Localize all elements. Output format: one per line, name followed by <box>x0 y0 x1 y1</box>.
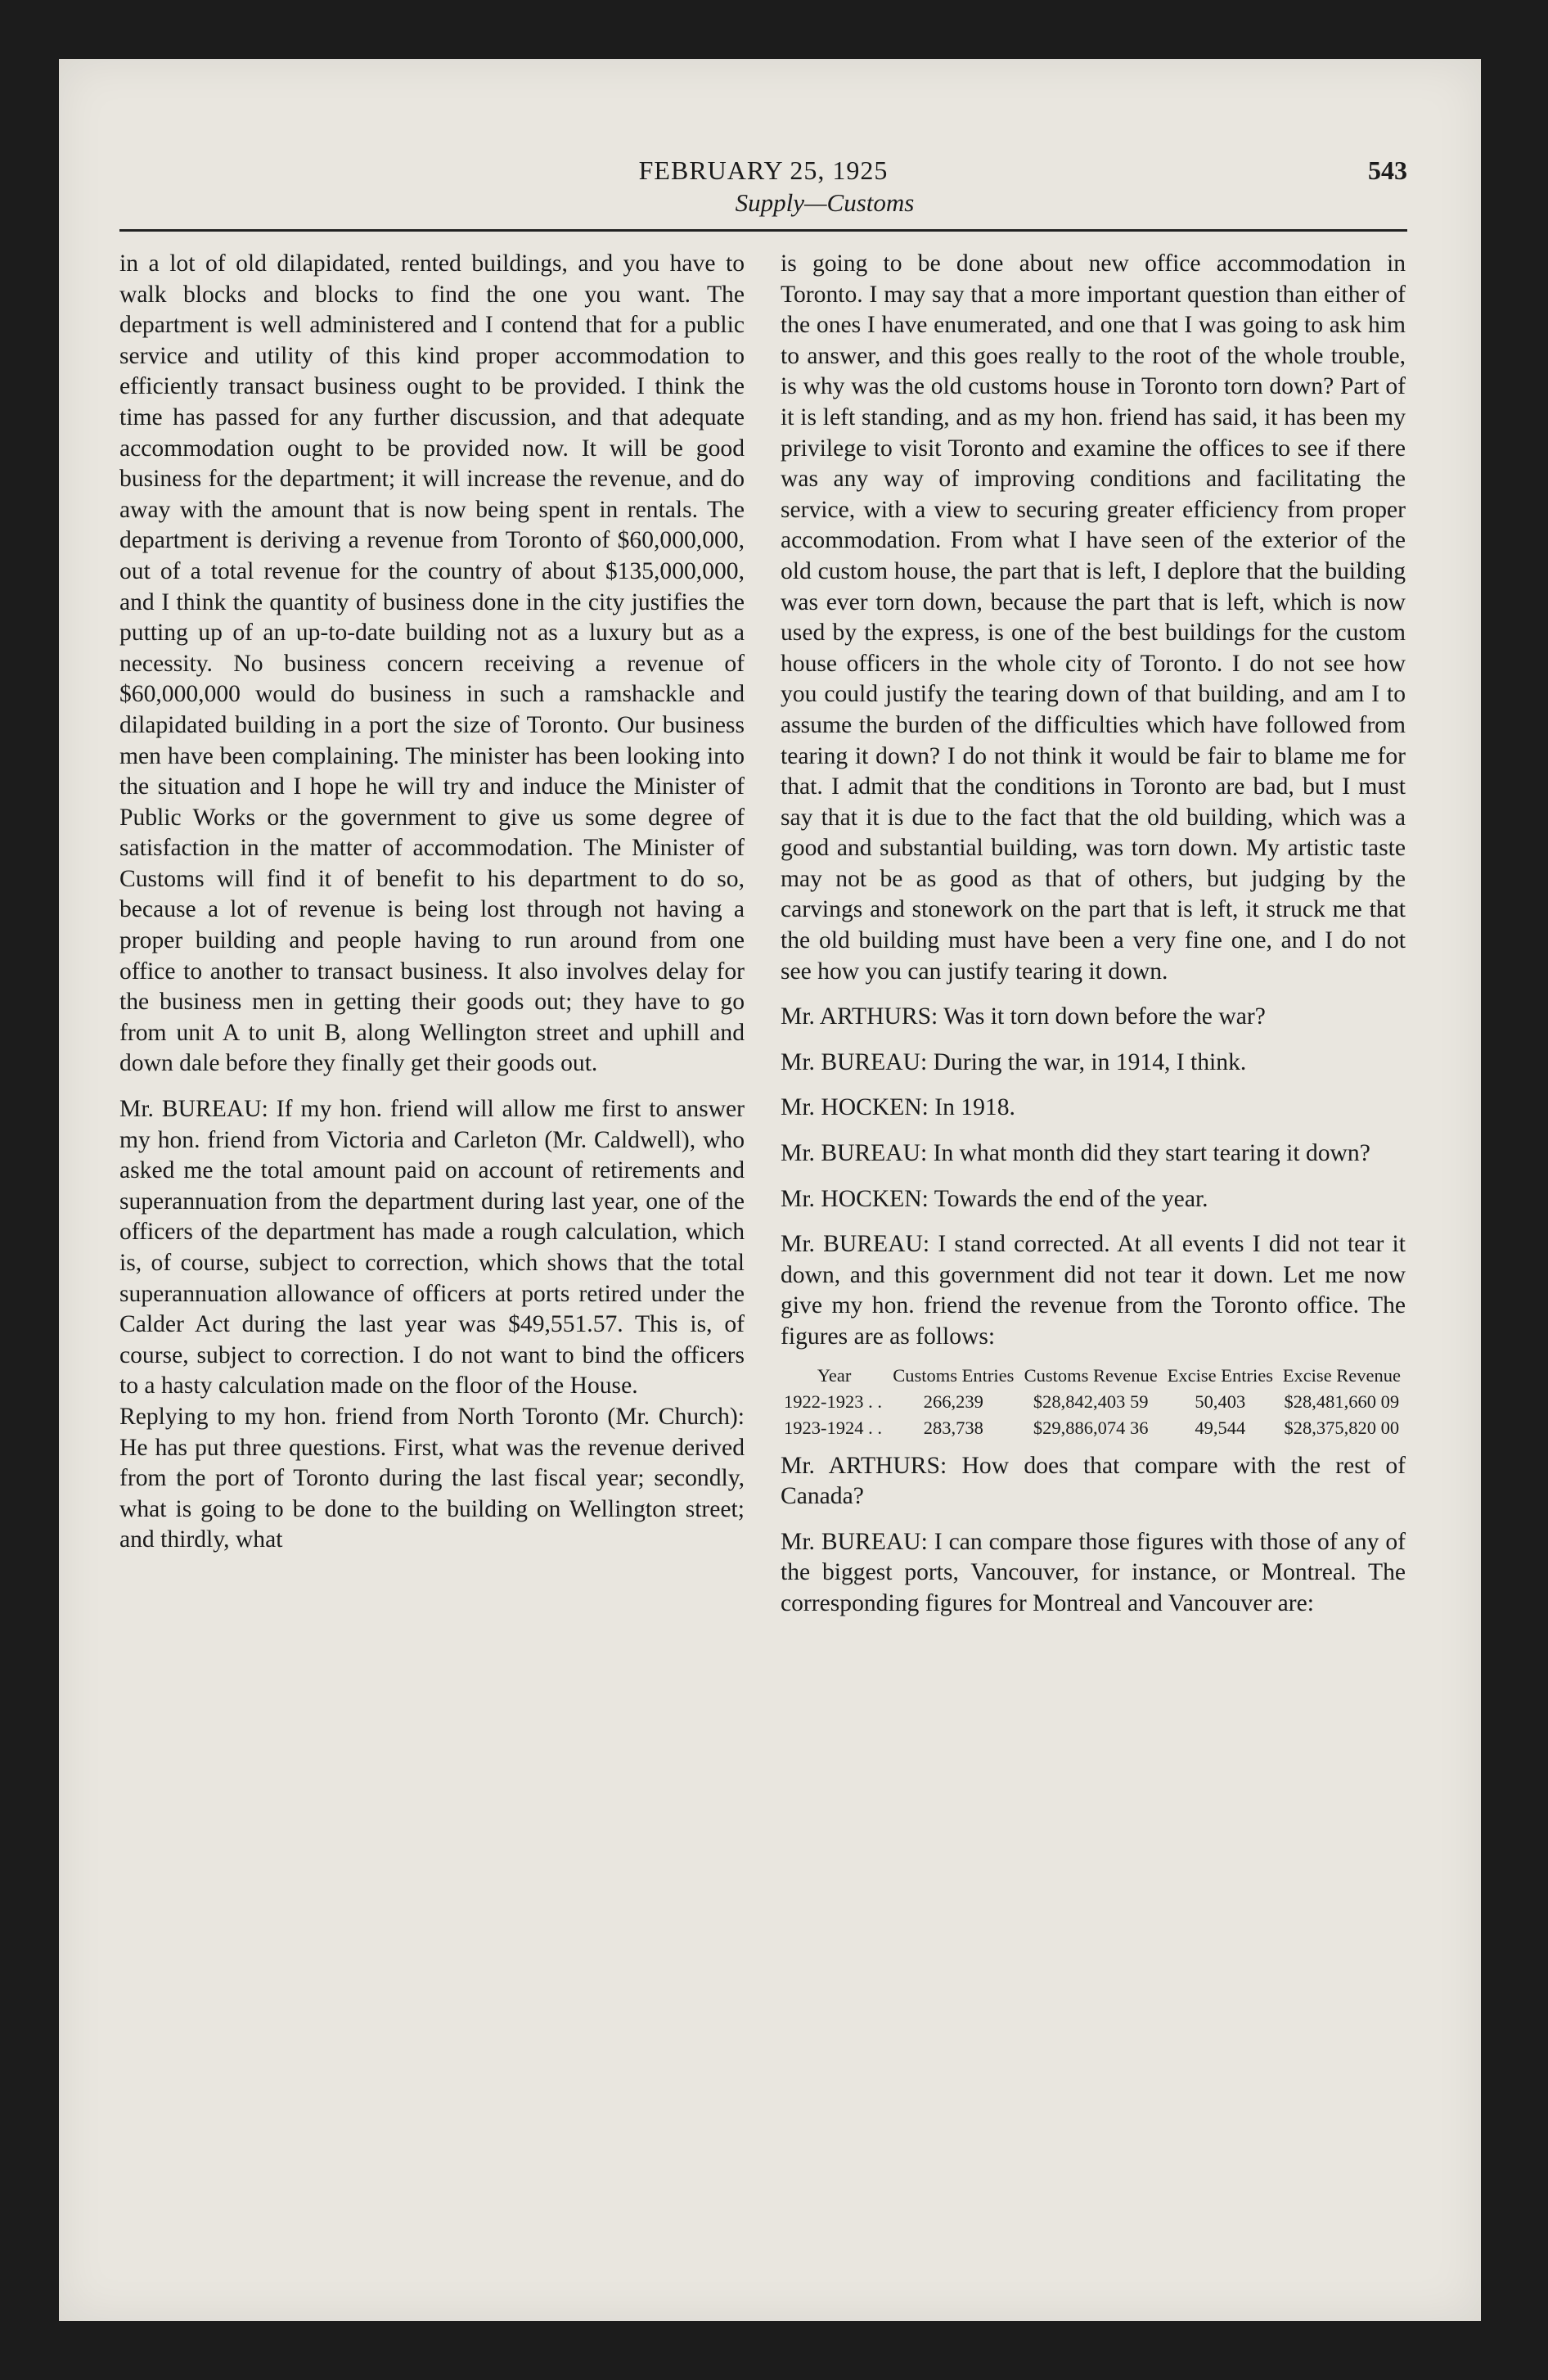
table-cell: 1922-1923 . . <box>784 1391 882 1412</box>
column-header: Year <box>817 1364 852 1386</box>
table-cell: 49,544 <box>1195 1417 1246 1438</box>
paragraph: Mr. HOCKEN: In 1918. <box>781 1094 1015 1121</box>
column-header: Excise Entries <box>1167 1364 1273 1386</box>
table-cell: 266,239 <box>923 1391 983 1412</box>
table-cell: 50,403 <box>1195 1391 1246 1412</box>
paragraph: Mr. BUREAU: During the war, in 1914, I think. <box>781 1048 1247 1075</box>
table-header-row <box>781 1364 1406 1387</box>
right-column <box>781 249 1406 1620</box>
page-date: FEBRUARY 25, 1925 <box>638 156 889 185</box>
page-number: 543 <box>1368 156 1407 185</box>
paragraph: is going to be done about new office accommodation in Toronto. I may say that a more important question than either of the ones I have enumerated, and one that I was going to ask him to answer, and this goes really to the root of the whole trouble, is why was the old customs house in Toronto torn down? Part of it is left standing, and as my hon. friend has said, it has been my privilege to visit Toronto and examine the offices to see if there was any way of improving conditions and facilitating the service, with a view to securing greater efficiency from proper accommodation. From what I have seen of the exterior of the old custom house, the part that is left, I deplore that the building was ever torn down, because the part that is left, which is now used by the express, is one of the best buildings for the custom house officers in the whole city of Toronto. I do not see how you could justify the tearing down of that building, and am I to assume the burden of the difficulties which have followed from tearing it down? I do not think it would be fair to blame me for that. I admit that the conditions in Toronto are bad, but I must say that it is due to the fact that the old building, which was a good and substantial building, was torn down. My artistic taste may not be as good as that of others, but judging by the carvings and stonework on the part that is left, it struck me that the old building must have been a very fine one, and I do not see how you can justify tearing it down. <box>781 250 1406 985</box>
paragraph: Mr. ARTHURS: How does that compare with the rest of Canada? <box>781 1452 1406 1510</box>
column-header: Customs Entries <box>893 1364 1015 1386</box>
paragraph: Mr. ARTHURS: Was it torn down before the war? <box>781 1003 1266 1030</box>
paragraph: Mr. BUREAU: I stand corrected. At all events I did not tear it down, and this government did not tear it down. Let me now give my hon. friend the revenue from the Toronto office. The figures are as follows: <box>781 1231 1406 1350</box>
table-cell: $28,842,403 59 <box>1033 1391 1149 1412</box>
column-header: Excise Revenue <box>1282 1364 1402 1386</box>
table-cell: $28,481,660 09 <box>1284 1391 1400 1412</box>
paragraph: Mr. BUREAU: In what month did they start tearing it down? <box>781 1140 1370 1167</box>
table-row <box>781 1413 1406 1440</box>
table-cell: 283,738 <box>923 1417 983 1438</box>
paragraph: Mr. BUREAU: If my hon. friend will allow me first to answer my hon. friend from Victoria and Carleton (Mr. Caldwell), who asked me the total amount paid on account of retirements and superannuation from the department during last year, one of the officers of the department has made a rough calculation, which is, of course, subject to correction, which shows that the total superannuation allowance of officers at ports retired under the Calder Act during the last year was $49,551.57. This is, of course, subject to correction. I do not want to bind the officers to a hasty calculation made on the floor of the House. <box>119 1096 745 1400</box>
table-cell: $28,375,820 00 <box>1284 1417 1400 1438</box>
page-header <box>119 156 1407 232</box>
left-column <box>119 249 745 1556</box>
column-header: Customs Revenue <box>1024 1364 1158 1386</box>
revenue-table <box>781 1364 1406 1440</box>
table-row <box>781 1387 1406 1413</box>
running-title: Supply—Customs <box>735 188 915 217</box>
paragraph: Mr. HOCKEN: Towards the end of the year. <box>781 1185 1208 1212</box>
table-cell: 1923-1924 . . <box>784 1417 882 1438</box>
paragraph: in a lot of old dilapidated, rented buildings, and you have to walk blocks and blocks to find the one you want. The department is well administered and I contend that for a public service and utility of this kind proper accommodation to efficiently transact business ought to be provided. I think the time has passed for any further discussion, and that adequate accommodation ought to be provided now. It will be good business for the department; it will increase the revenue, and do away with the amount that is now being spent in rentals. The department is deriving a revenue from Toronto of $60,000,000, out of a total revenue for the country of about $135,000,000, and I think the quantity of business done in the city justifies the putting up of an up-to-date building not as a luxury but as a necessity. No business concern receiving a revenue of $60,000,000 would do business in such a ramshackle and dilapidated building in a port the size of Toronto. Our business men have been complaining. The minister has been looking into the situation and I hope he will try and induce the Minister of Public Works or the government to give us some degree of satisfaction in the matter of accommodation. The Minister of Customs will find it of benefit to his department to do so, because a lot of revenue is being lost through not having a proper building and people having to run around from one office to another to transact business. It also involves delay for the business men in getting their goods out; they have to go from unit A to unit B, along Wellington street and uphill and down dale before they finally get their goods out. <box>119 250 745 1077</box>
document-page <box>59 59 1481 2321</box>
paragraph: Replying to my hon. friend from North Toronto (Mr. Church): He has put three questions. First, what was the revenue derived from the port of Toronto during the last fiscal year; secondly, what is going to be done to the building on Wellington street; and thirdly, what <box>119 1403 745 1553</box>
paragraph: Mr. BUREAU: I can compare those figures with those of any of the biggest ports, Vancouver, for instance, or Montreal. The corresponding figures for Montreal and Vancouver are: <box>781 1528 1406 1616</box>
table-cell: $29,886,074 36 <box>1033 1417 1149 1438</box>
